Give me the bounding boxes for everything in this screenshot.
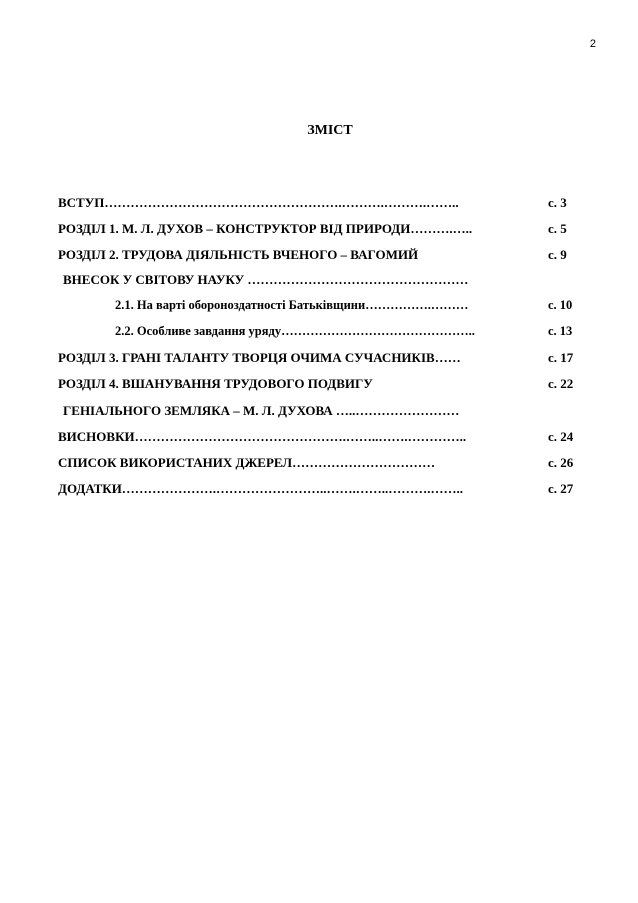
toc-entry-page: с. 27 [548,481,574,496]
toc-entry-label: ВИСНОВКИ………………………………………….……..…….………….. [58,429,467,444]
toc-entry-label: ВСТУП……………………………………………….……….……….…….. [58,195,459,210]
toc-entry-chapter-1[interactable] [58,221,578,241]
toc-entry-section-2-1[interactable] [58,298,578,318]
toc-entry-label: ГЕНІАЛЬНОГО ЗЕМЛЯКА – М. Л. ДУХОВА …..…………………… [63,403,460,418]
toc-entry-label: РОЗДІЛ 1. М. Л. ДУХОВ – КОНСТРУКТОР ВІД ПРИРОДИ……….….. [58,221,473,236]
toc-entry-label: 2.2. Особливе завдання уряду……………………………………….. [115,324,475,338]
toc-entry-chapter-2-continuation[interactable] [58,272,578,292]
toc-entry-page: с. 17 [548,350,574,365]
toc-entry-page: с. 5 [548,221,567,236]
toc-entry-intro[interactable] [58,195,578,215]
toc-entry-label: РОЗДІЛ 3. ГРАНІ ТАЛАНТУ ТВОРЦЯ ОЧИМА СУЧАСНИКІВ…… [58,350,461,365]
toc-entry-label: ДОДАТКИ………………….……………………..…….……..……….…….. [58,481,464,496]
toc-entry-page: с. 13 [548,324,573,338]
toc-entry-label: ВНЕСОК У СВІТОВУ НАУКУ …………………………………………… [63,272,469,287]
toc-entry-chapter-4[interactable] [58,376,578,396]
toc-entry-chapter-4-continuation[interactable] [58,403,578,423]
toc-entry-label: РОЗДІЛ 4. ВШАНУВАННЯ ТРУДОВОГО ПОДВИГУ [58,376,373,391]
toc-entry-label: 2.1. На варті обороноздатності Батьківщини…………….……… [115,298,469,312]
toc-entry-label: РОЗДІЛ 2. ТРУДОВА ДІЯЛЬНІСТЬ ВЧЕНОГО – ВАГОМИЙ [58,247,419,262]
toc-entry-label: СПИСОК ВИКОРИСТАНИХ ДЖЕРЕЛ…………………………… [58,455,436,470]
toc-entry-references[interactable] [58,455,578,475]
toc-entry-page: с. 10 [548,298,573,312]
toc-entry-section-2-2[interactable] [58,324,578,344]
toc-entry-chapter-3[interactable] [58,350,578,370]
toc-entry-appendices[interactable] [58,481,578,501]
toc-entry-page: с. 22 [548,376,574,391]
toc-entry-page: с. 24 [548,429,574,444]
toc-entry-page: с. 9 [548,247,567,262]
toc-entry-page: с. 26 [548,455,574,470]
page-title: ЗМІСТ [307,123,353,138]
toc-entry-page: с. 3 [548,195,567,210]
toc-entry-chapter-2[interactable] [58,247,578,267]
page-number: 2 [589,38,596,50]
toc-entry-conclusions[interactable] [58,429,578,449]
